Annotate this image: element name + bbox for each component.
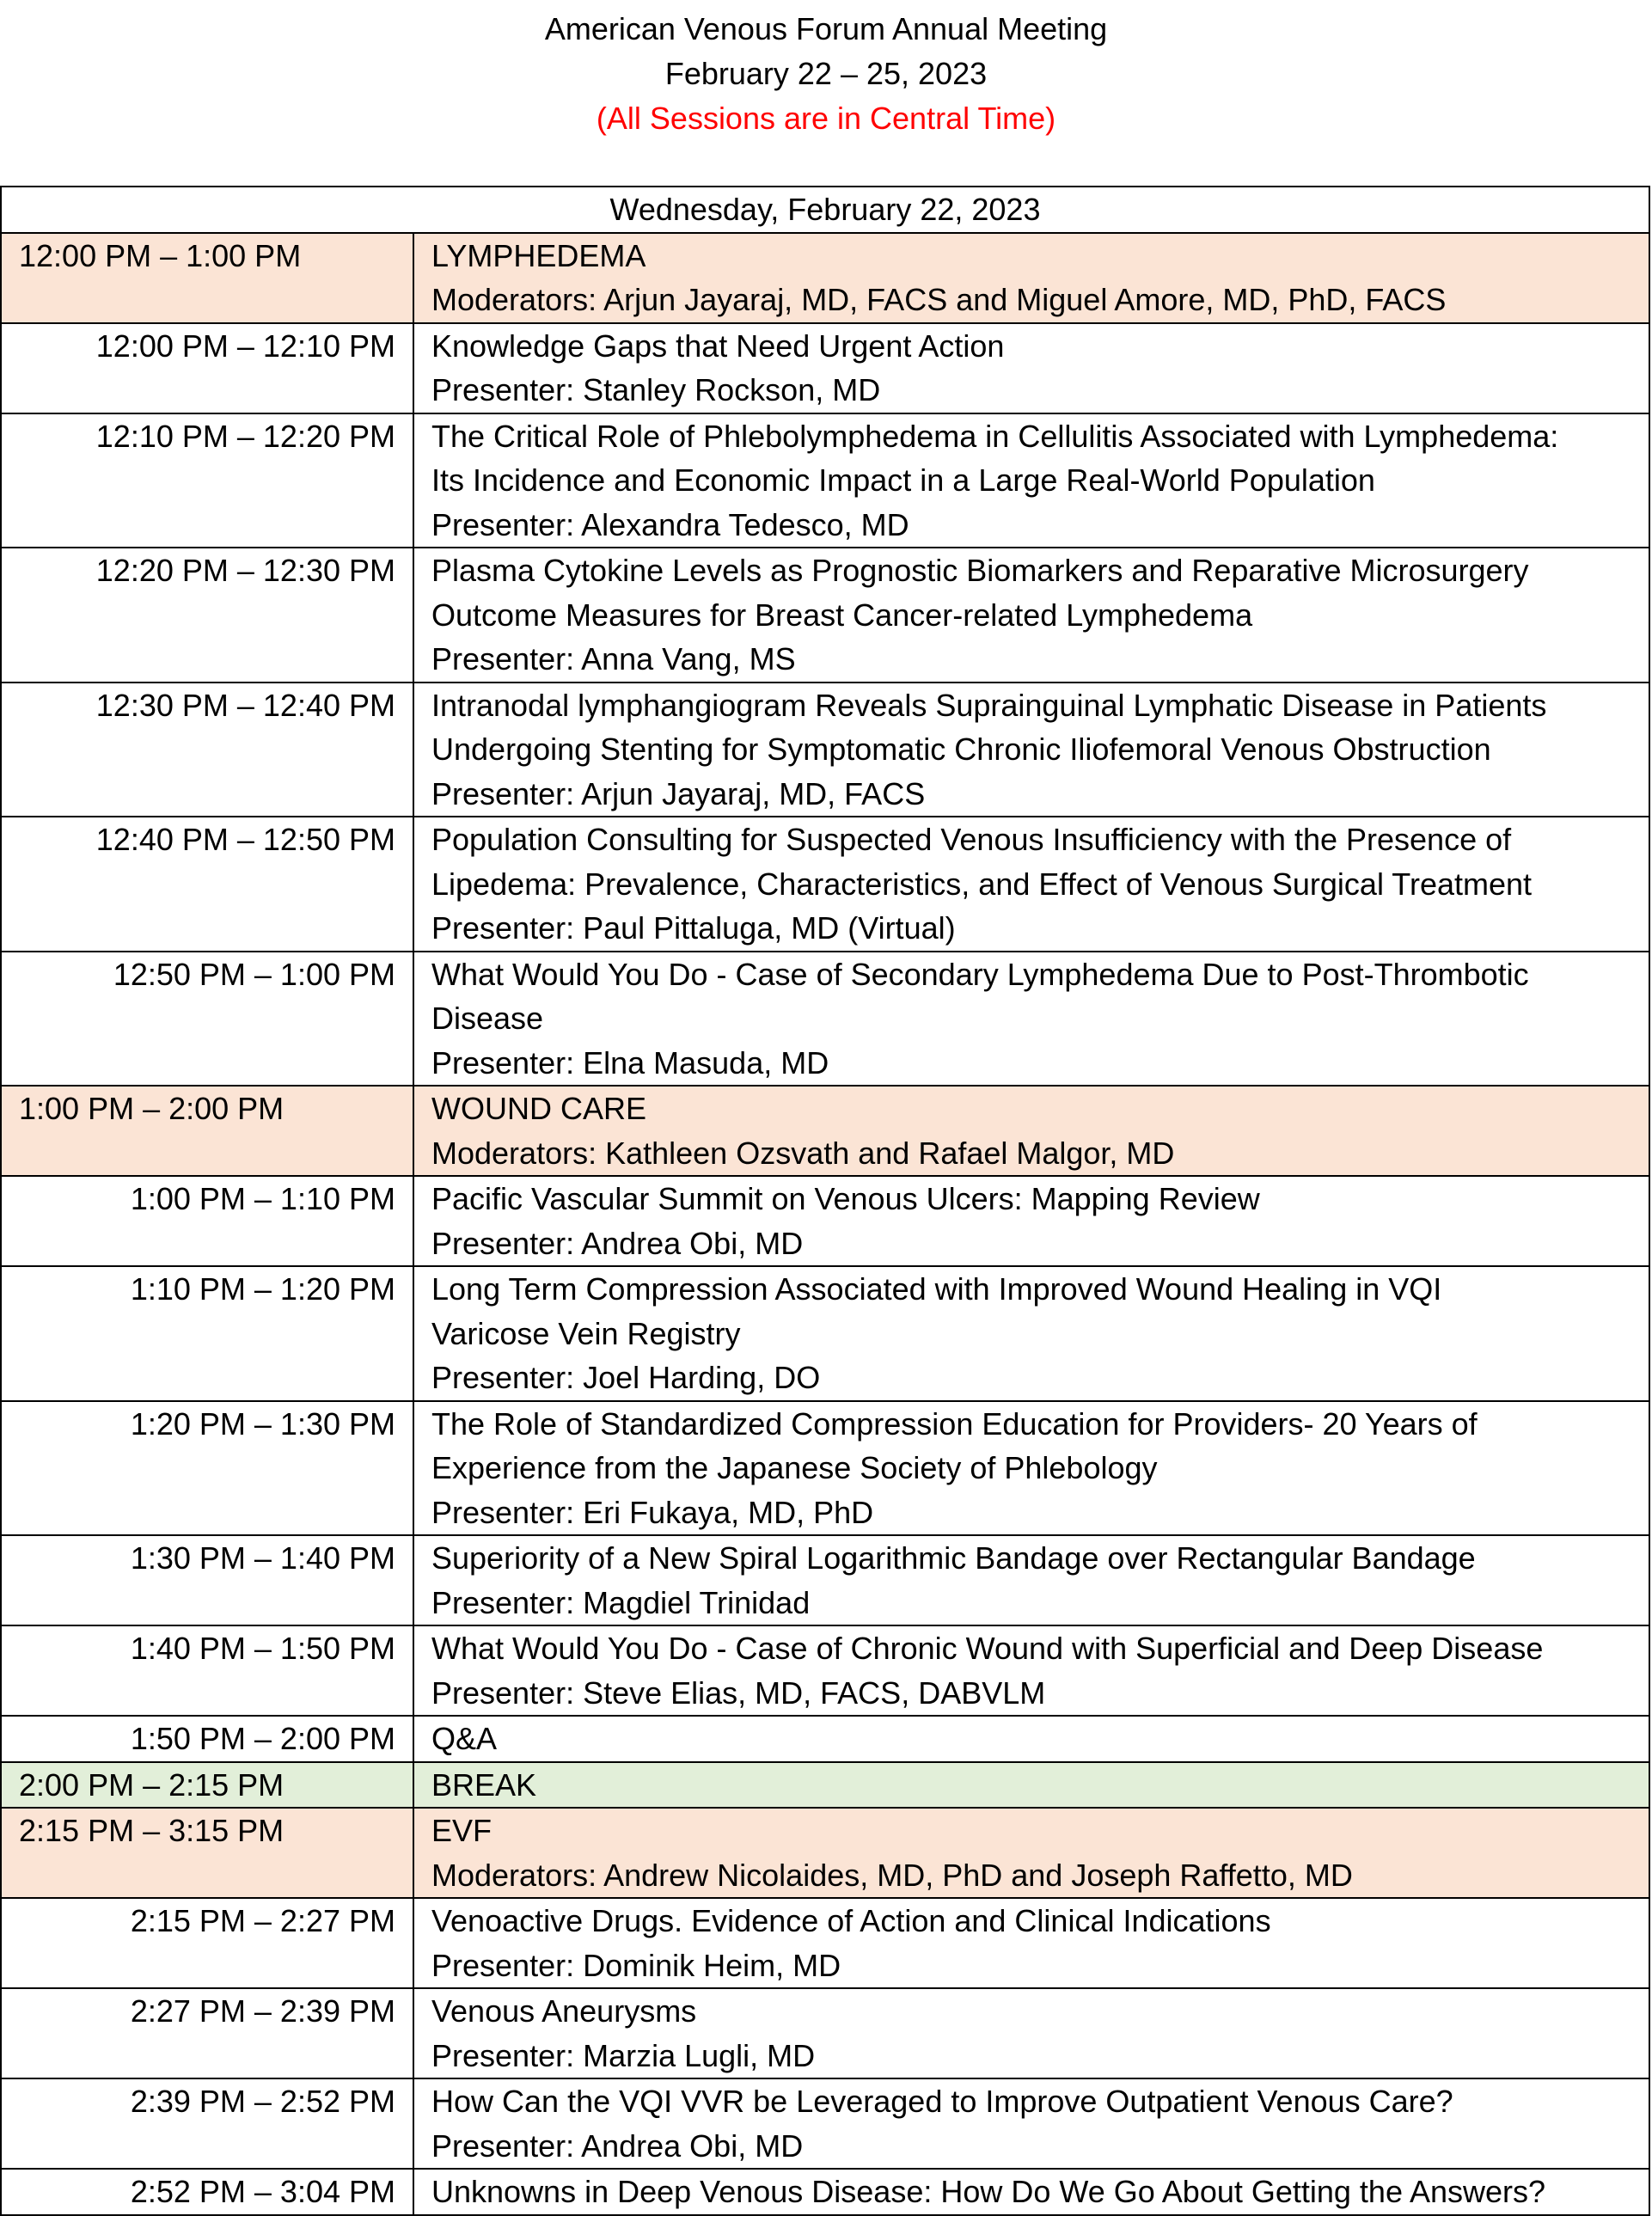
- talk-row: [1, 2078, 1649, 2169]
- meeting-title: American Venous Forum Annual Meeting: [544, 11, 1108, 46]
- session-details: [413, 952, 1649, 1087]
- session-details: [413, 1625, 1649, 1716]
- session-details: [413, 1086, 1649, 1176]
- time-slot: 12:30 PM – 12:40 PM: [1, 683, 413, 817]
- talk-row: [1, 413, 1649, 548]
- session-details: [413, 1988, 1649, 2078]
- session-details: [413, 548, 1649, 683]
- document-header: [0, 7, 1652, 141]
- moderators-line: Moderators: Arjun Jayaraj, MD, FACS and Miguel Amore, MD, PhD, FACS: [431, 282, 1447, 317]
- presenter-line: Presenter: Stanley Rockson, MD: [431, 372, 881, 407]
- talk-row: [1, 1176, 1649, 1266]
- session-details: [413, 1898, 1649, 1988]
- presenter-line: Presenter: Steve Elias, MD, FACS, DABVLM: [431, 1674, 1046, 1711]
- session-details: [413, 2078, 1649, 2169]
- session-details: [413, 1266, 1649, 1401]
- talk-title-line: Disease: [431, 1001, 544, 1036]
- time-slot: 2:15 PM – 2:27 PM: [1, 1898, 413, 1988]
- talk-row: [1, 1401, 1649, 1536]
- talk-title-line: Lipedema: Prevalence, Characteristics, and Effect of Venous Surgical Treatment: [431, 866, 1533, 902]
- time-slot: 2:15 PM – 3:15 PM: [1, 1808, 413, 1898]
- schedule-body: [1, 233, 1649, 2215]
- talk-title-line: Venoactive Drugs. Evidence of Action and Clinical Indications: [431, 1903, 1271, 1938]
- talk-title-line: Undergoing Stenting for Symptomatic Chronic Iliofemoral Venous Obstruction: [431, 732, 1491, 767]
- presenter-line: Presenter: Alexandra Tedesco, MD: [431, 506, 909, 542]
- time-slot: 1:30 PM – 1:40 PM: [1, 1535, 413, 1625]
- talk-title-line: Population Consulting for Suspected Venous Insufficiency with the Presence of: [431, 822, 1512, 857]
- talk-row: [1, 323, 1649, 413]
- talk-title-line: Varicose Vein Registry: [431, 1315, 741, 1351]
- talk-title-line: Plasma Cytokine Levels as Prognostic Biomarkers and Reparative Microsurgery: [431, 553, 1529, 588]
- talk-title-line: Unknowns in Deep Venous Disease: How Do We Go About Getting the Answers?: [431, 2174, 1546, 2209]
- talk-row: [1, 1988, 1649, 2078]
- talk-title-line: The Critical Role of Phlebolymphedema in Cellulitis Associated with Lymphedema:: [431, 418, 1559, 454]
- talk-row: [1, 2169, 1649, 2215]
- day-header: Wednesday, February 22, 2023: [1, 187, 1649, 233]
- talk-title-line: What Would You Do - Case of Chronic Wound with Superficial and Deep Disease: [431, 1631, 1544, 1666]
- time-slot: 1:40 PM – 1:50 PM: [1, 1625, 413, 1716]
- session-details: [413, 1401, 1649, 1536]
- break-label: BREAK: [431, 1766, 537, 1803]
- session-details: [413, 683, 1649, 817]
- day-header-row: [1, 187, 1649, 233]
- presenter-line: Presenter: Andrea Obi, MD: [431, 1225, 804, 1261]
- time-slot: 1:00 PM – 1:10 PM: [1, 1176, 413, 1266]
- talk-row: [1, 683, 1649, 817]
- moderators-line: Moderators: Andrew Nicolaides, MD, PhD and Joseph Raffetto, MD: [431, 1857, 1353, 1893]
- talk-title-line: Outcome Measures for Breast Cancer-related Lymphedema: [431, 597, 1253, 633]
- session-details: [413, 1716, 1649, 1762]
- talk-title-line: What Would You Do - Case of Secondary Lymphedema Due to Post-Thrombotic: [431, 956, 1529, 992]
- session-details: [413, 233, 1649, 323]
- session-details: [413, 817, 1649, 952]
- talk-title-line: The Role of Standardized Compression Education for Providers- 20 Years of: [431, 1405, 1478, 1442]
- session-title: WOUND CARE: [431, 1091, 646, 1126]
- time-slot: 12:00 PM – 1:00 PM: [1, 233, 413, 323]
- presenter-line: Presenter: Joel Harding, DO: [431, 1360, 821, 1395]
- session-details: [413, 1176, 1649, 1266]
- talk-row: [1, 952, 1649, 1087]
- talk-row: [1, 1266, 1649, 1401]
- presenter-line: Presenter: Eri Fukaya, MD, PhD: [431, 1494, 874, 1530]
- presenter-line: Presenter: Anna Vang, MS: [431, 641, 796, 676]
- time-slot: 1:50 PM – 2:00 PM: [1, 1716, 413, 1762]
- time-slot: 12:50 PM – 1:00 PM: [1, 952, 413, 1087]
- break-row: [1, 1762, 1649, 1809]
- presenter-line: Presenter: Marzia Lugli, MD: [431, 2037, 816, 2073]
- talk-row: [1, 1535, 1649, 1625]
- presenter-line: Presenter: Andrea Obi, MD: [431, 2127, 804, 2164]
- talk-title-line: Intranodal lymphangiogram Reveals Suprainguinal Lymphatic Disease in Patients: [431, 687, 1547, 723]
- session-details: [413, 1535, 1649, 1625]
- presenter-line: Presenter: Dominik Heim, MD: [431, 1947, 841, 1983]
- session-row: [1, 1808, 1649, 1898]
- talk-title-line: Knowledge Gaps that Need Urgent Action: [431, 328, 1005, 364]
- talk-title-line: How Can the VQI VVR be Leveraged to Improve Outpatient Venous Care?: [431, 2084, 1453, 2119]
- time-slot: 1:10 PM – 1:20 PM: [1, 1266, 413, 1401]
- talk-row: [1, 817, 1649, 952]
- time-slot: 2:27 PM – 2:39 PM: [1, 1988, 413, 2078]
- session-details: [413, 413, 1649, 548]
- talk-title-line: Superiority of a New Spiral Logarithmic Bandage over Rectangular Bandage: [431, 1540, 1476, 1576]
- session-title: LYMPHEDEMA: [431, 237, 646, 273]
- time-slot: 2:39 PM – 2:52 PM: [1, 2078, 413, 2169]
- session-row: [1, 233, 1649, 323]
- talk-row: [1, 1716, 1649, 1762]
- time-slot: 12:40 PM – 12:50 PM: [1, 817, 413, 952]
- moderators-line: Moderators: Kathleen Ozsvath and Rafael Malgor, MD: [431, 1135, 1175, 1171]
- session-details: [413, 1808, 1649, 1898]
- time-slot: 1:00 PM – 2:00 PM: [1, 1086, 413, 1176]
- session-row: [1, 1086, 1649, 1176]
- talk-title-line: Pacific Vascular Summit on Venous Ulcers: Mapping Review: [431, 1181, 1260, 1216]
- time-slot: 12:20 PM – 12:30 PM: [1, 548, 413, 683]
- talk-title-line: Its Incidence and Economic Impact in a Large Real-World Population: [431, 462, 1375, 498]
- time-slot: 12:00 PM – 12:10 PM: [1, 323, 413, 413]
- talk-row: [1, 1625, 1649, 1716]
- timezone-note: (All Sessions are in Central Time): [596, 101, 1056, 136]
- session-title: EVF: [431, 1813, 493, 1848]
- meeting-dates: February 22 – 25, 2023: [664, 56, 988, 91]
- talk-title-line: Experience from the Japanese Society of Phlebology: [431, 1450, 1158, 1485]
- time-slot: 1:20 PM – 1:30 PM: [1, 1401, 413, 1536]
- talk-title-line: Long Term Compression Associated with Improved Wound Healing in VQI: [431, 1271, 1442, 1307]
- session-details: [413, 1762, 1649, 1809]
- time-slot: 2:00 PM – 2:15 PM: [1, 1762, 413, 1809]
- presenter-line: Presenter: Elna Masuda, MD: [431, 1044, 829, 1080]
- talk-row: [1, 548, 1649, 683]
- talk-title-line: Venous Aneurysms: [431, 1993, 697, 2029]
- time-slot: 12:10 PM – 12:20 PM: [1, 413, 413, 548]
- session-details: [413, 2169, 1649, 2215]
- talk-title-line: Q&A: [431, 1721, 498, 1756]
- presenter-line: Presenter: Paul Pittaluga, MD (Virtual): [431, 910, 956, 946]
- presenter-line: Presenter: Magdiel Trinidad: [431, 1584, 811, 1620]
- talk-row: [1, 1898, 1649, 1988]
- time-slot: 2:52 PM – 3:04 PM: [1, 2169, 413, 2215]
- schedule-table: [0, 186, 1650, 2216]
- presenter-line: Presenter: Arjun Jayaraj, MD, FACS: [431, 775, 926, 811]
- session-details: [413, 323, 1649, 413]
